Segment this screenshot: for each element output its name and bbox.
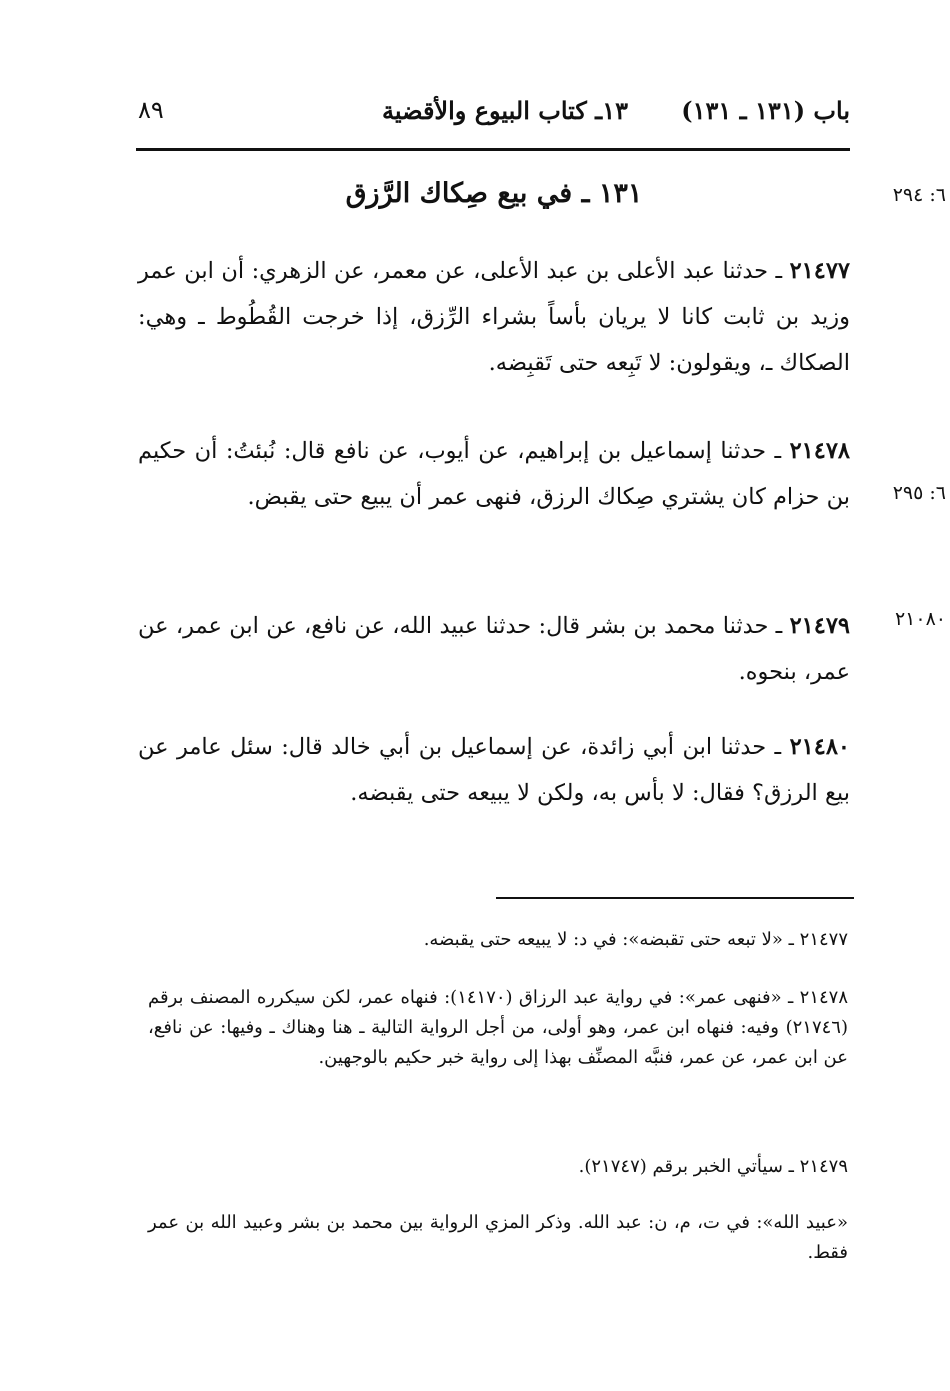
header-divider: [136, 148, 850, 151]
margin-reference: ٦: ٢٩٤: [892, 184, 946, 206]
hadith-paragraph: [138, 428, 850, 520]
hadith-paragraph: [138, 724, 850, 816]
hadith-paragraph: [138, 248, 850, 386]
hadith-number: ٢١٤٨٠: [789, 734, 850, 760]
hadith-text: ـ حدثنا عبد الأعلى بن عبد الأعلى، عن معمر، عن الزهري: أن ابن عمر وزيد بن ثابت كانا لا يريان بأساً بشراء الرِّزق، إذا خرجت القُطُوط ـ وهي: الصكاك ـ، ويقولون: لا تَبِعه حتى تَقبِضه.: [138, 258, 850, 376]
chapter-range: باب (١٣١ ـ ١٣١): [681, 96, 850, 125]
hadith-number: ٢١٤٧٩: [789, 613, 850, 639]
footnote: ٢١٤٧٩ ـ سيأتي الخبر برقم (٢١٧٤٧).: [578, 1156, 848, 1177]
hadith-paragraph: [138, 603, 850, 695]
margin-reference: ٢١٠٨٠: [894, 608, 946, 630]
book-title: ١٣ـ كتاب البيوع والأقضية: [382, 96, 628, 125]
hadith-text: ـ حدثنا محمد بن بشر قال: حدثنا عبيد الله، عن نافع، عن ابن عمر، عن عمر، بنحوه.: [138, 613, 850, 685]
hadith-number: ٢١٤٧٧: [789, 258, 850, 284]
footnote: ٢١٤٧٧ ـ «لا تبعه حتى تقبضه»: في د: لا يبيعه حتى يقبضه.: [423, 929, 848, 950]
page-number: ٨٩: [138, 96, 164, 124]
footnote: «عبيد الله»: في ت، م، ن: عبد الله. وذكر المزي الرواية بين محمد بن بشر وعبيد الله بن عمر فقط.: [148, 1212, 848, 1263]
footnote-divider: [496, 897, 854, 899]
hadith-text: ـ حدثنا ابن أبي زائدة، عن إسماعيل بن أبي خالد قال: سئل عامر عن بيع الرزق؟ فقال: لا بأس به، ولكن لا يبيعه حتى يقبضه.: [138, 734, 850, 806]
running-header: [138, 96, 850, 140]
hadith-text: ـ حدثنا إسماعيل بن إبراهيم، عن أيوب، عن نافع قال: نُبئتُ: أن حكيم بن حزام كان يشتري صِكاك الرزق، فنهى عمر أن يبيع حتى يقبض.: [138, 438, 850, 510]
footnote: ٢١٤٧٨ ـ «فنهى عمر»: في رواية عبد الرزاق (١٤١٧٠): فنهاه عمر، لكن سيكرره المصنف برقم (٢١٧٤٦) وفيه: فنهاه ابن عمر، وهو أولى، من أجل الرواية التالية ـ هنا وهناك ـ وفيها: عن نافع، عن ابن عمر، عن عمر، فنبَّه المصنِّف بهذا إلى رواية خبر حكيم بالوجهين.: [148, 987, 848, 1068]
margin-reference: ٦: ٢٩٥: [892, 482, 946, 504]
hadith-number: ٢١٤٧٨: [789, 438, 850, 464]
chapter-title: ١٣١ ـ في بيع صِكاك الرَّزق: [345, 178, 643, 209]
